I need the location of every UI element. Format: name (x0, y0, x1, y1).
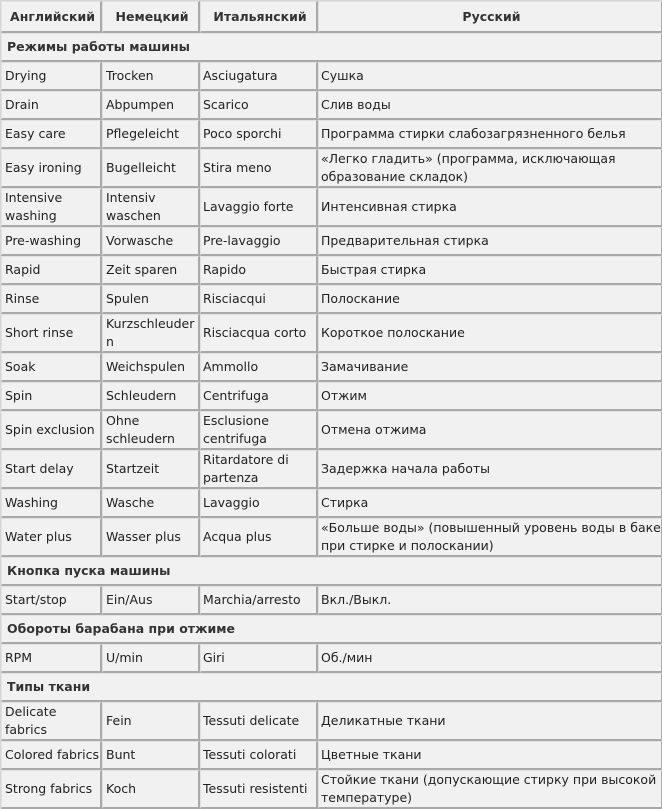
table-row (1, 227, 662, 256)
column-header-russian: Русский (318, 1, 662, 33)
table-row (1, 62, 662, 91)
table-row (1, 411, 662, 450)
section-title: Обороты барабана при отжиме (1, 615, 662, 644)
cell-russian: Задержка начала работы (318, 450, 662, 489)
cell-russian: Отжим (318, 382, 662, 411)
cell-german: Fein (102, 702, 200, 741)
cell-english: Start/stop (1, 586, 102, 615)
cell-italian: Scarico (200, 91, 318, 120)
cell-english: Easy care (1, 120, 102, 149)
cell-italian: Risciacqua corto (200, 314, 318, 353)
cell-russian: Полоскание (318, 285, 662, 314)
table-header (1, 1, 662, 33)
cell-english: Spin exclusion (1, 411, 102, 450)
table-row (1, 188, 662, 227)
cell-russian: Сушка (318, 62, 662, 91)
section-header-row (1, 33, 662, 62)
cell-english: Intensive washing (1, 188, 102, 227)
cell-russian: Об./мин (318, 644, 662, 673)
cell-russian: Вкл./Выкл. (318, 586, 662, 615)
cell-italian: Esclusione centrifuga (200, 411, 318, 450)
cell-english: Rinse (1, 285, 102, 314)
cell-russian: Замачивание (318, 353, 662, 382)
table-row (1, 91, 662, 120)
table-row (1, 256, 662, 285)
cell-german: U/min (102, 644, 200, 673)
cell-german: Zeit sparen (102, 256, 200, 285)
cell-german: Spulen (102, 285, 200, 314)
cell-italian: Pre-lavaggio (200, 227, 318, 256)
cell-english: Washing (1, 489, 102, 518)
cell-russian: Предварительная стирка (318, 227, 662, 256)
cell-english: Soak (1, 353, 102, 382)
table-row (1, 489, 662, 518)
table-row (1, 450, 662, 489)
cell-english: Start delay (1, 450, 102, 489)
table-row (1, 518, 662, 557)
section-header-row (1, 557, 662, 586)
column-header-english: Английский (1, 1, 102, 33)
cell-italian: Ritardatore di partenza (200, 450, 318, 489)
cell-italian: Asciugatura (200, 62, 318, 91)
cell-russian: «Больше воды» (повышенный уровень воды в баке при стирке и полоскании) (318, 518, 662, 557)
table-row (1, 741, 662, 770)
cell-russian: Стойкие ткани (допускающие стирку при высокой температуре) (318, 770, 662, 809)
cell-russian: Интенсивная стирка (318, 188, 662, 227)
cell-italian: Stira meno (200, 149, 318, 188)
cell-italian: Tessuti colorati (200, 741, 318, 770)
cell-german: Ein/Aus (102, 586, 200, 615)
section-title: Режимы работы машины (1, 33, 662, 62)
table-row (1, 149, 662, 188)
cell-russian: Программа стирки слабозагрязненного белья (318, 120, 662, 149)
table-row (1, 382, 662, 411)
table-row (1, 770, 662, 809)
cell-italian: Giri (200, 644, 318, 673)
cell-italian: Lavaggio forte (200, 188, 318, 227)
section-title: Типы ткани (1, 673, 662, 702)
cell-english: Pre-washing (1, 227, 102, 256)
table-row (1, 702, 662, 741)
cell-russian: Стирка (318, 489, 662, 518)
cell-german: Schleudern (102, 382, 200, 411)
cell-italian: Centrifuga (200, 382, 318, 411)
table-row (1, 314, 662, 353)
cell-italian: Tessuti delicate (200, 702, 318, 741)
cell-english: Colored fabrics (1, 741, 102, 770)
cell-german: Bugelleicht (102, 149, 200, 188)
cell-russian: «Легко гладить» (программа, исключающая образование складок) (318, 149, 662, 188)
table-row (1, 120, 662, 149)
section-header-row (1, 673, 662, 702)
cell-german: Kurzschleudern (102, 314, 200, 353)
cell-english: Short rinse (1, 314, 102, 353)
cell-english: Drying (1, 62, 102, 91)
cell-english: Water plus (1, 518, 102, 557)
cell-italian: Rapido (200, 256, 318, 285)
cell-german: Trocken (102, 62, 200, 91)
cell-german: Wasser plus (102, 518, 200, 557)
table-body (1, 33, 662, 809)
section-header-row (1, 615, 662, 644)
cell-italian: Ammollo (200, 353, 318, 382)
table-row (1, 644, 662, 673)
cell-italian: Acqua plus (200, 518, 318, 557)
table-row (1, 285, 662, 314)
cell-italian: Poco sporchi (200, 120, 318, 149)
cell-english: Rapid (1, 256, 102, 285)
cell-russian: Деликатные ткани (318, 702, 662, 741)
cell-russian: Короткое полоскание (318, 314, 662, 353)
column-header-german: Немецкий (102, 1, 200, 33)
cell-italian: Risciacqui (200, 285, 318, 314)
cell-english: Drain (1, 91, 102, 120)
cell-german: Intensiv waschen (102, 188, 200, 227)
cell-german: Startzeit (102, 450, 200, 489)
column-header-italian: Итальянский (200, 1, 318, 33)
cell-russian: Цветные ткани (318, 741, 662, 770)
cell-german: Pflegeleicht (102, 120, 200, 149)
cell-german: Wasche (102, 489, 200, 518)
cell-russian: Быстрая стирка (318, 256, 662, 285)
cell-russian: Отмена отжима (318, 411, 662, 450)
cell-german: Abpumpen (102, 91, 200, 120)
table-row (1, 353, 662, 382)
cell-english: Spin (1, 382, 102, 411)
cell-german: Ohne schleudern (102, 411, 200, 450)
cell-russian: Слив воды (318, 91, 662, 120)
cell-german: Vorwasche (102, 227, 200, 256)
cell-german: Weichspulen (102, 353, 200, 382)
section-title: Кнопка пуска машины (1, 557, 662, 586)
cell-english: Strong fabrics (1, 770, 102, 809)
cell-italian: Marchia/arresto (200, 586, 318, 615)
cell-italian: Lavaggio (200, 489, 318, 518)
cell-german: Koch (102, 770, 200, 809)
cell-english: Easy ironing (1, 149, 102, 188)
header-row (1, 1, 662, 33)
table-row (1, 586, 662, 615)
cell-german: Bunt (102, 741, 200, 770)
cell-italian: Tessuti resistenti (200, 770, 318, 809)
cell-english: Delicate fabrics (1, 702, 102, 741)
cell-english: RPM (1, 644, 102, 673)
